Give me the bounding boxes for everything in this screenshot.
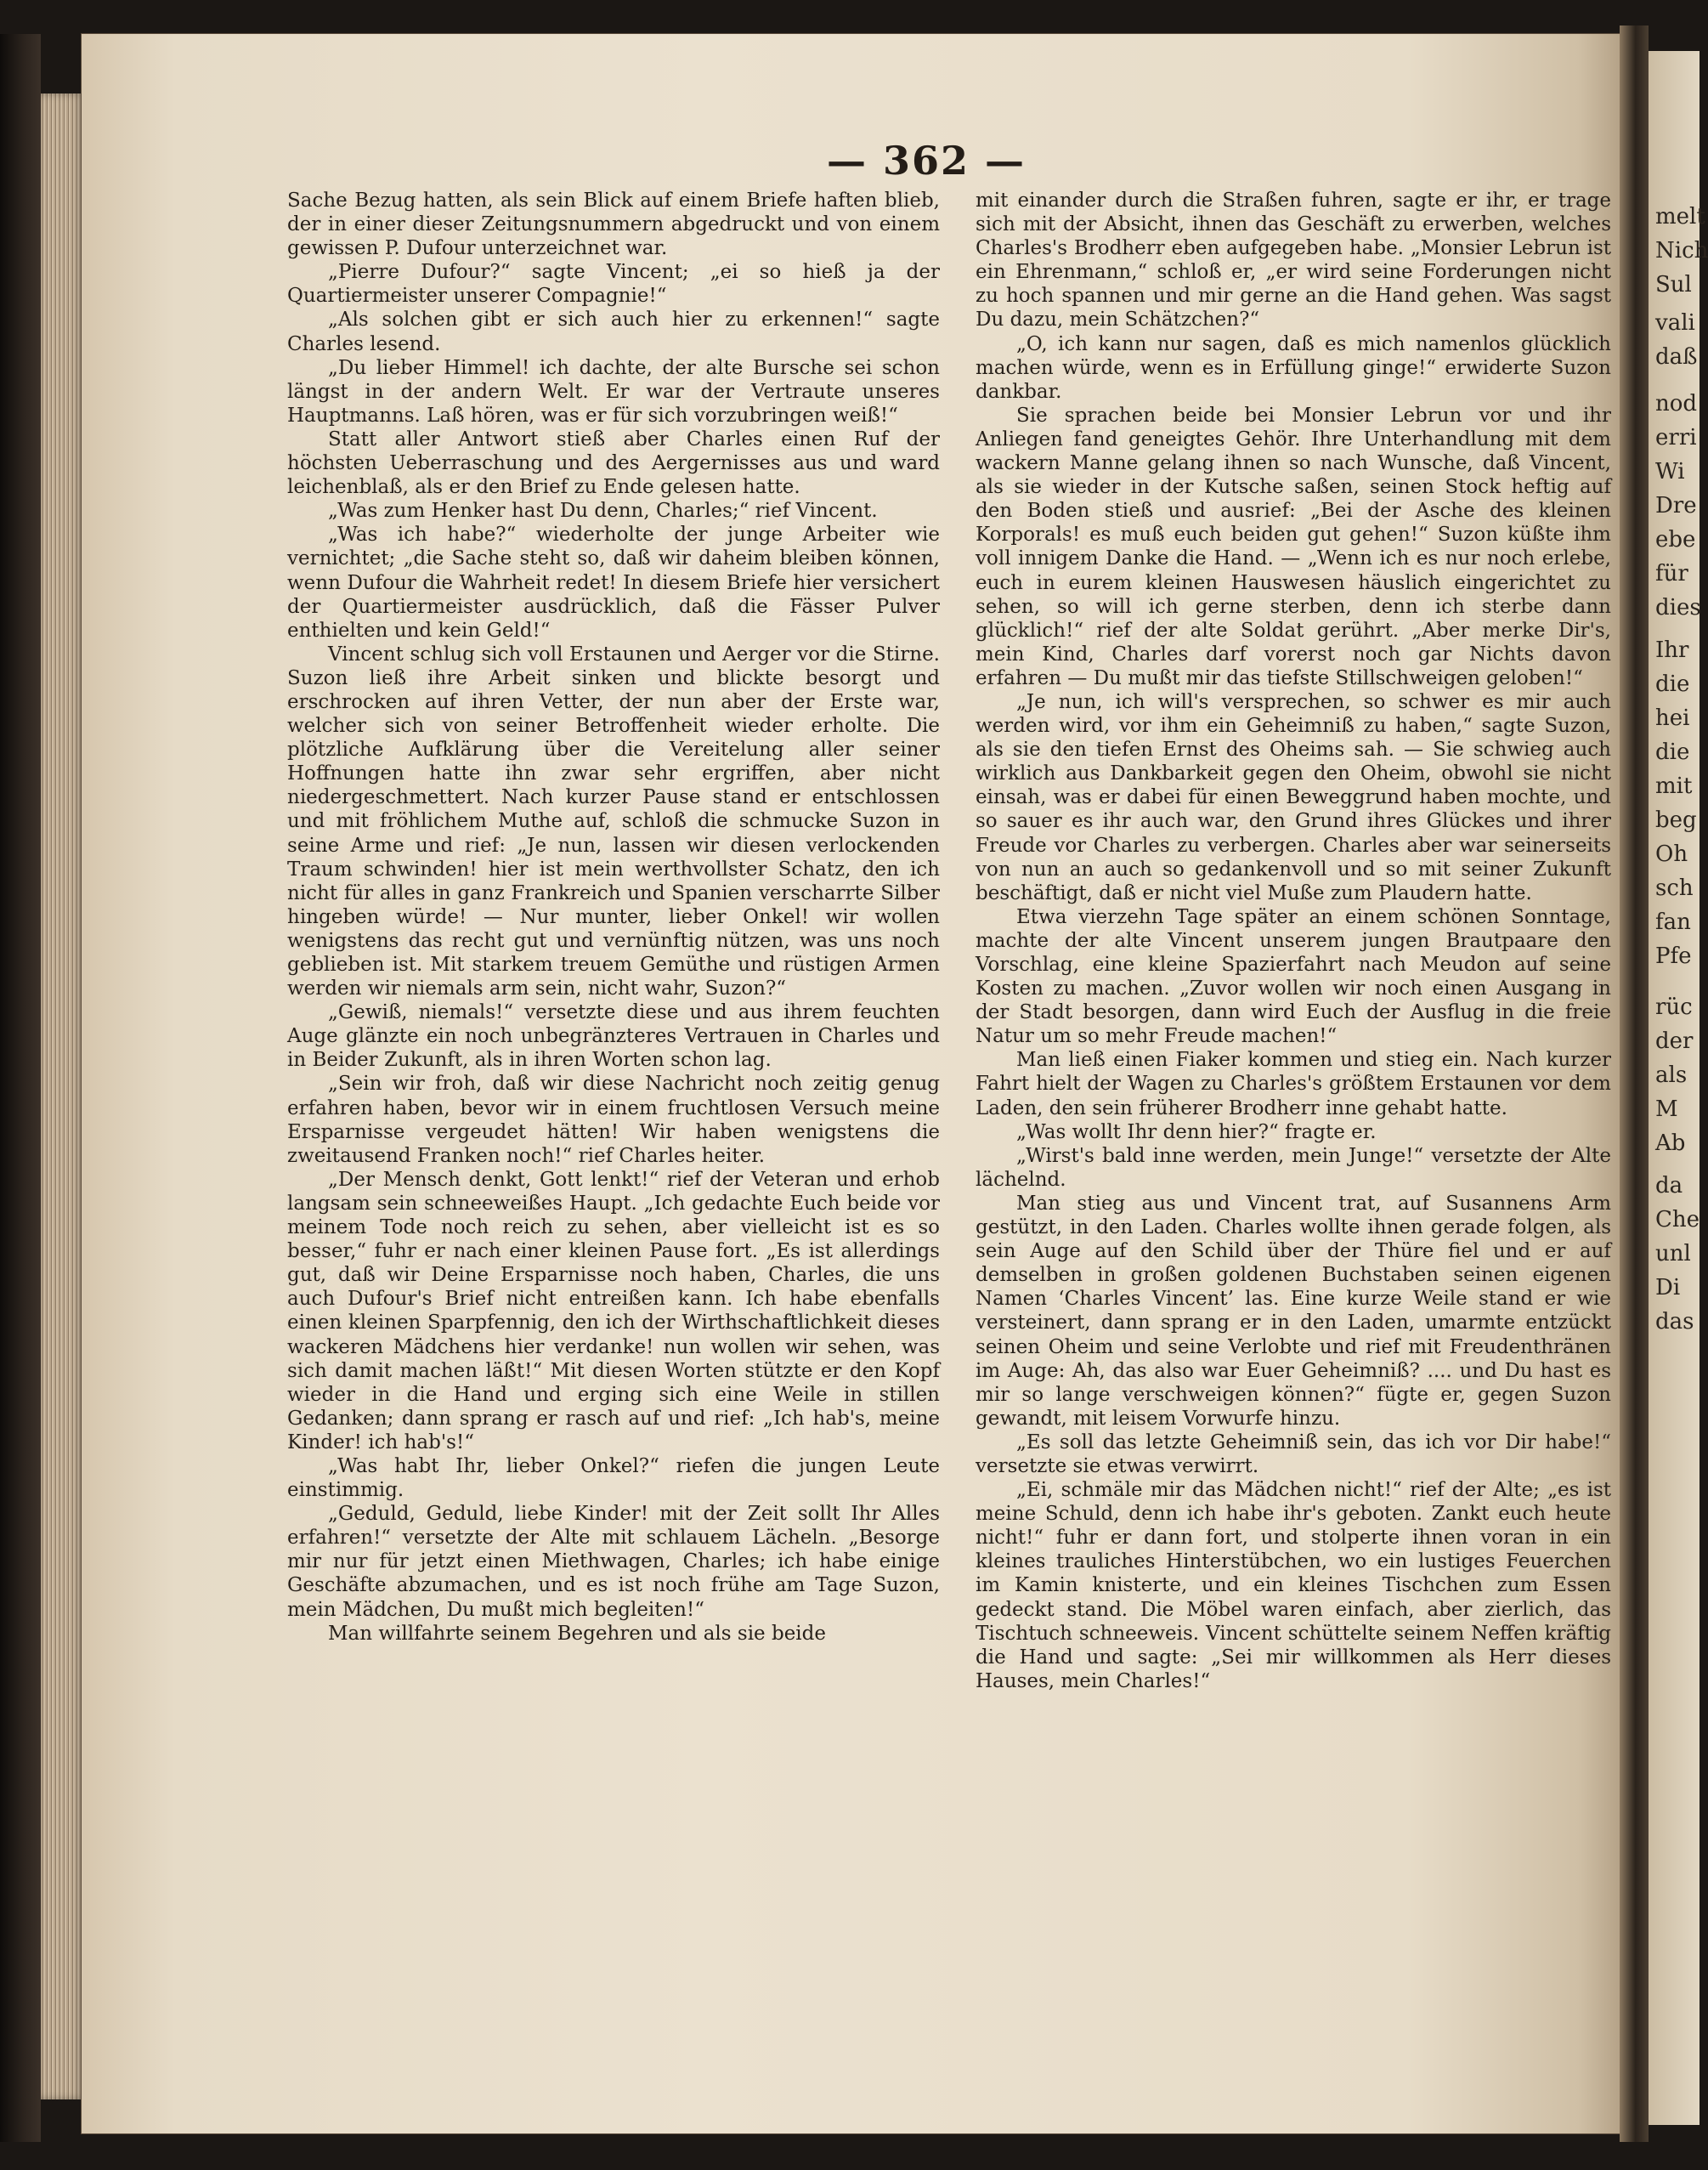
next-page-fragment: ebe: [1655, 527, 1696, 552]
paragraph: „Je nun, ich will's versprechen, so schwer es mir auch werden wird, vor ihm ein Geheimniß zu haben,“ sagte Suzon, als sie den tiefen Ernst des Oheims sah. — Sie schwieg auch wirklich aus Dankbarkeit gegen den Oheim, obwohl sie nicht einsah, was er dabei für einen Beweggrund haben mochte, und so sauer es ihr auch war, den Grund ihres Glückes und ihrer Freude vor Charles zu verbergen. Charles aber war seinerseits von nun an auch so gedankenvoll und so mit seiner Zukunft beschäftigt, daß er nicht viel Muße zum Plaudern hatte.: [976, 690, 1611, 904]
paragraph: „Es soll das letzte Geheimniß sein, das ich vor Dir habe!“ versetzte sie etwas verwirrt.: [976, 1431, 1611, 1477]
paragraph: „Gewiß, niemals!“ versetzte diese und aus ihrem feuchten Auge glänzte ein noch unbegränzteres Vertrauen in Charles und in Beider Zukunft, als in ihren Worten schon lag.: [287, 1001, 940, 1072]
left-text-column: [287, 189, 940, 1646]
book-cover-edge: [0, 34, 41, 2142]
paragraph: „Wirst's bald inne werden, mein Junge!“ versetzte der Alte lächelnd.: [976, 1144, 1611, 1191]
paragraph: „Als solchen gibt er sich auch hier zu erkennen!“ sagte Charles lesend.: [287, 309, 940, 355]
next-page-fragment: daß: [1655, 344, 1698, 370]
paragraph: „Du lieber Himmel! ich dachte, der alte Bursche sei schon längst in der andern Welt. Er war der Vertraute unseres Hauptmanns. Laß hören, was er für sich vorzubringen weiß!“: [287, 356, 940, 427]
paragraph: „Der Mensch denkt, Gott lenkt!“ rief der Veteran und erhob langsam sein schneeweißes Haupt. „Ich gedachte Euch beide vor meinem Tode noch reich zu sehen, aber vielleicht ist es so besser,“ fuhr er nach einer kleinen Pause fort. „Es ist allerdings gut, daß wir Deine Ersparnisse noch haben, Charles, die uns auch Dufour's Brief nicht entreißen kann. Ich habe ebenfalls einen kleinen Sparpfennig, den ich der Wirthschaftlichkeit dieses wackeren Mädchens hier verdanke! nun wollen wir sehen, was sich damit machen läßt!“ Mit diesen Worten stützte er den Kopf wieder in die Hand und erging sich eine Weile in stillen Gedanken; dann sprang er rasch auf und rief: „Ich hab's, meine Kinder! ich hab's!“: [287, 1168, 940, 1453]
next-page-fragment: das: [1655, 1309, 1694, 1334]
next-page-fragment: da: [1655, 1173, 1683, 1198]
paragraph: Vincent schlug sich voll Erstaunen und Aerger vor die Stirne. Suzon ließ ihre Arbeit sinken und blickte besorgt und erschrocken auf ihren Vetter, der nun aber der Erste war, welcher sich von seiner Betroffenheit wieder erholte. Die plötzliche Aufklärung über die Vereitelung aller seiner Hoffnungen hatte ihn zwar sehr ergriffen, aber nicht niedergeschmettert. Nach kurzer Pause stand er entschlossen und mit fröhlichem Muthe auf, schloß die schmucke Suzon in seine Arme und rief: „Je nun, lassen wir diesen verlockenden Traum schwinden! hier ist mein werthvollster Schatz, den ich nicht für alles in ganz Frankreich und Spanien verscharrte Silber hingeben würde! — Nur munter, lieber Onkel! wir wollen wenigstens das recht gut und vernünftig nützen, was uns noch geblieben ist. Mit starkem treuem Gemüthe und rüstigen Armen werden wir niemals arm sein, nicht wahr, Suzon?“: [287, 643, 940, 1000]
next-page-fragment: dies: [1655, 595, 1701, 620]
paragraph: „Pierre Dufour?“ sagte Vincent; „ei so hieß ja der Quartiermeister unserer Compagnie!“: [287, 261, 940, 308]
next-page-fragment: der: [1655, 1028, 1694, 1054]
book-gutter: [1620, 25, 1649, 2142]
paragraph: Etwa vierzehn Tage später an einem schönen Sonntage, machte der alte Vincent unserem jungen Brautpaare den Vorschlag, eine kleine Spazierfahrt nach Meudon auf seine Kosten zu machen. „Zuvor wollen wir noch einen Ausgang in der Stadt besorgen, dann wird Euch der Ausflug in die freie Natur um so mehr Freude machen!“: [976, 905, 1611, 1048]
next-page-fragment: beg: [1655, 807, 1697, 833]
next-page-fragment: Wi: [1655, 459, 1685, 484]
next-page-edge: [1649, 51, 1708, 2125]
next-page-fragment: Pfe: [1655, 943, 1692, 969]
next-page-fragment: fan: [1655, 909, 1691, 935]
next-page-fragment: nod: [1655, 391, 1698, 416]
next-page-fragment: erri: [1655, 425, 1697, 450]
next-page-fragment: Ihr: [1655, 637, 1689, 663]
paragraph: „Sein wir froh, daß wir diese Nachricht noch zeitig genug erfahren haben, bevor wir in einem fruchtlosen Versuch meine Ersparnisse vergeudet hätten! Wir haben wenigstens die zweitausend Franken noch!“ rief Charles heiter.: [287, 1073, 940, 1167]
paragraph: Sie sprachen beide bei Monsier Lebrun vor und ihr Anliegen fand geneigtes Gehör. Ihre Unterhandlung mit dem wackern Manne gelang ihnen so nach Wunsche, daß Vincent, als sie wieder in der Kutsche saßen, seinen Stock heftig auf den Boden stieß und ausrief: „Bei der Asche des kleinen Korporals! es muß euch beiden gut gehen!“ Suzon küßte ihm voll innigem Danke die Hand. — „Wenn ich es nur noch erlebe, euch in eurem kleinen Hauswesen häuslich eingerichtet zu sehen, so will ich gerne sterben, denn ich sterbe dann glücklich!“ rief der alte Soldat gerührt. „Aber merke Dir's, mein Kind, Charles darf vorerst noch gar Nichts davon erfahren — Du mußt mir das tiefste Stillschweigen geloben!“: [976, 404, 1611, 689]
paragraph: Man willfahrte seinem Begehren und als sie beide: [328, 1622, 826, 1645]
next-page-fragment: Dre: [1655, 493, 1697, 518]
paragraph: Sache Bezug hatten, als sein Blick auf einem Briefe haften blieb, der in einer dieser Zeitungsnummern abgedruckt und von einem gewissen P. Dufour unterzeichnet war.: [287, 190, 940, 260]
next-page-fragment: die: [1655, 671, 1690, 697]
paragraph: „Was wollt Ihr denn hier?“ fragte er.: [1016, 1120, 1377, 1143]
next-page-fragment: Ab: [1655, 1130, 1686, 1156]
next-page-fragment: Oh: [1655, 841, 1688, 867]
next-page-fragment: Di: [1655, 1275, 1681, 1300]
next-page-fragment: sch: [1655, 875, 1694, 901]
next-page-fragment: Sul: [1655, 272, 1692, 297]
paragraph: „Was ich habe?“ wiederholte der junge Arbeiter wie vernichtet; „die Sache steht so, daß wir daheim bleiben können, wenn Dufour die Wahrheit redet! In diesem Briefe hier versichert der Quartiermeister ausdrücklich, daß die Fässer Pulver enthielten und kein Geld!“: [287, 524, 940, 642]
next-page-fragment: M: [1655, 1096, 1678, 1122]
next-page-fragment: Nich: [1655, 238, 1708, 263]
next-page-fragment: vali: [1655, 310, 1695, 336]
next-page-fragment: melt: [1655, 204, 1705, 229]
next-page-fragment: rüc: [1655, 994, 1693, 1020]
paragraph: „Was habt Ihr, lieber Onkel?“ riefen die jungen Leute einstimmig.: [287, 1454, 940, 1502]
next-page-fragment: unl: [1655, 1241, 1691, 1266]
next-page-fragment: mit: [1655, 773, 1693, 799]
paragraph: „Geduld, Geduld, liebe Kinder! mit der Zeit sollt Ihr Alles erfahren!“ versetzte der Alte mit schlauem Lächeln. „Besorge mir nur für jetzt einen Miethwagen, Charles; ich habe einige Geschäfte abzumachen, und es ist noch frühe am Tage Suzon, mein Mädchen, Du mußt mich begleiten!“: [287, 1503, 940, 1621]
paragraph: „O, ich kann nur sagen, daß es mich namenlos glücklich machen würde, wenn es in Erfüllung ginge!“ erwiderte Suzon dankbar.: [976, 332, 1611, 403]
paragraph: mit einander durch die Straßen fuhren, sagte er ihr, er trage sich mit der Absicht, ihnen das Geschäft zu erwerben, welches Charles's Brodherr eben aufgegeben habe. „Monsier Lebrun ist ein Ehrenmann,“ schloß er, „er wird seine Forderungen nicht zu hoch spannen und mir gerne an die Hand gehen. Was sagst Du dazu, mein Schätzchen?“: [976, 190, 1611, 331]
next-page-fragment: für: [1655, 561, 1688, 586]
page-edges: [41, 93, 85, 2099]
paragraph: „Ei, schmäle mir das Mädchen nicht!“ rief der Alte; „es ist meine Schuld, denn ich habe ihr's geboten. Zankt euch heute nicht!“ fuhr er dann fort, und stolperte ihnen voran in ein kleines trauliches Hinterstübchen, wo ein lustiges Feuerchen im Kamin knisterte, und ein kleines Tischchen zum Essen gedeckt stand. Die Möbel waren einfach, aber zierlich, das Tischtuch schneeweis. Vincent schüttelte seinem Neffen kräftig die Hand und sagte: „Sei mir willkommen als Herr dieses Hauses, mein Charles!“: [976, 1479, 1611, 1692]
page-number: — 362 —: [826, 138, 1026, 184]
next-page-fragment: die: [1655, 739, 1690, 765]
right-text-column: [976, 189, 1611, 1693]
next-page-fragment: Che: [1655, 1207, 1700, 1232]
next-page-fragment: als: [1655, 1062, 1688, 1088]
paragraph: „Was zum Henker hast Du denn, Charles;“ rief Vincent.: [328, 500, 878, 523]
paragraph: Man stieg aus und Vincent trat, auf Susannens Arm gestützt, in den Laden. Charles wollte ihnen gerade folgen, als sein Auge auf den Schild über der Thüre fiel und er auf demselben in großen goldenen Buchstaben seinen eigenen Namen ‘Charles Vincent’ las. Eine kurze Weile stand er wie versteinert, dann sprang er in den Laden, umarmte entzückt seinen Oheim und seine Verlobte und rief mit Freudenthränen im Auge: Ah, das also war Euer Geheimniß? .... und Du hast es mir so lange verschweigen können?“ fügte er, gegen Suzon gewandt, mit leisem Vorwurfe hinzu.: [976, 1192, 1611, 1430]
next-page-fragment: hei: [1655, 705, 1690, 731]
paragraph: Statt aller Antwort stieß aber Charles einen Ruf der höchsten Ueberraschung und des Aergernisses aus und ward leichenblaß, als er den Brief zu Ende gelesen hatte.: [287, 428, 940, 499]
paragraph: Man ließ einen Fiaker kommen und stieg ein. Nach kurzer Fahrt hielt der Wagen zu Charles's größtem Erstaunen vor dem Laden, den sein früherer Brodherr inne gehabt hatte.: [976, 1049, 1611, 1119]
